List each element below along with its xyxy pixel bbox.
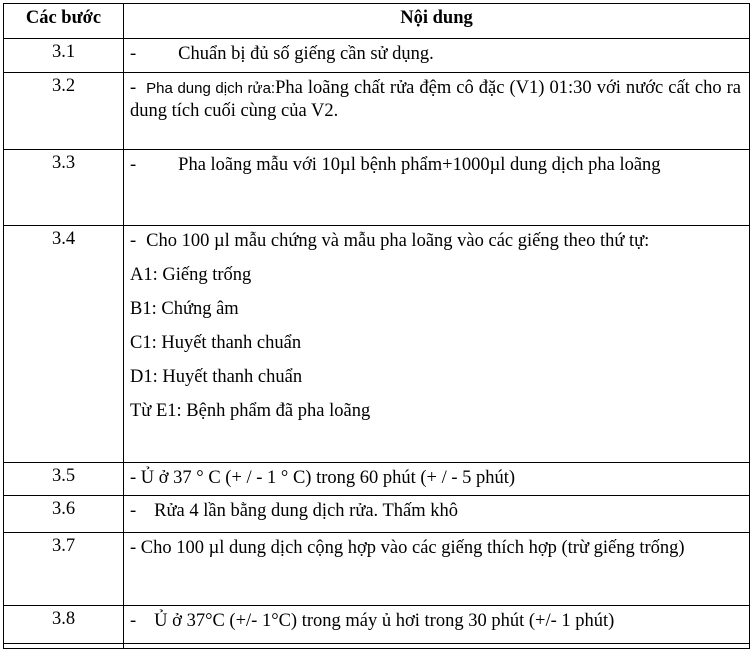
table-row xyxy=(4,73,750,150)
step-number: 3.2 xyxy=(4,73,124,150)
table-row xyxy=(4,606,750,644)
dash: - xyxy=(130,501,137,521)
header-content: Nội dung xyxy=(124,4,750,39)
step-content xyxy=(124,606,750,644)
table-row xyxy=(4,39,750,73)
table-row xyxy=(4,463,750,496)
step-number: 3.7 xyxy=(4,533,124,606)
step-number: 3.6 xyxy=(4,496,124,533)
header-step: Các bước xyxy=(4,4,124,39)
well-item: D1: Huyết thanh chuẩn xyxy=(130,367,303,388)
step-number: 3.8 xyxy=(4,606,124,644)
step-text: Rửa 4 lần bằng dung dịch rửa. Thấm khô xyxy=(154,501,459,521)
well-item: Từ E1: Bệnh phẩm đã pha loãng xyxy=(130,401,371,422)
step-content xyxy=(124,463,750,496)
table-row xyxy=(4,226,750,463)
dash: - xyxy=(130,155,137,175)
well-item: C1: Huyết thanh chuẩn xyxy=(130,333,302,354)
dash: - xyxy=(130,78,137,98)
step-text: Pha loãng mẫu với 10µl bệnh phẩm+1000µl dung dịch pha loãng xyxy=(178,155,661,175)
step-text: Cho 100 µl mẫu chứng và mẫu pha loãng vào các giếng theo thứ tự: xyxy=(146,231,650,251)
step-text: Chuẩn bị đủ số giếng cần sử dụng. xyxy=(178,44,434,64)
table-row xyxy=(4,496,750,533)
step-text: Pha loãng chất rửa đệm cô đặc (V1) 01:30 với nước cất cho ra dung tích cuối cùng của V2. xyxy=(130,78,741,122)
table-row xyxy=(4,150,750,226)
step-text: Ủ ở 37°C (+/- 1°C) trong máy ủ hơi trong 30 phút (+/- 1 phút) xyxy=(154,611,615,631)
step-number: 3.1 xyxy=(4,39,124,73)
step-content xyxy=(124,533,750,606)
well-item: A1: Giếng trống xyxy=(130,265,252,286)
table-row xyxy=(4,533,750,606)
step-content xyxy=(124,496,750,533)
dash: - xyxy=(130,44,137,64)
step-text: - Ủ ở 37 ° C (+ / - 1 ° C) trong 60 phút (+ / - 5 phút) xyxy=(130,468,516,488)
tail-cell xyxy=(124,644,750,649)
step-number: 3.5 xyxy=(4,463,124,496)
well-item: B1: Chứng âm xyxy=(130,299,239,320)
step-prefix: Pha dung dịch rửa: xyxy=(146,80,276,97)
step-content xyxy=(124,39,750,73)
dash: - xyxy=(130,611,137,631)
step-content xyxy=(124,73,750,150)
step-number: 3.3 xyxy=(4,150,124,226)
tail-cell xyxy=(4,644,124,649)
table-header-row xyxy=(4,4,750,39)
step-content xyxy=(124,226,750,463)
step-number: 3.4 xyxy=(4,226,124,463)
dash: - xyxy=(130,231,137,251)
step-text: - Cho 100 µl dung dịch cộng hợp vào các giếng thích hợp (trừ giếng trống) xyxy=(130,538,685,558)
step-content xyxy=(124,150,750,226)
procedure-table xyxy=(3,3,750,649)
table-tail xyxy=(4,644,750,649)
